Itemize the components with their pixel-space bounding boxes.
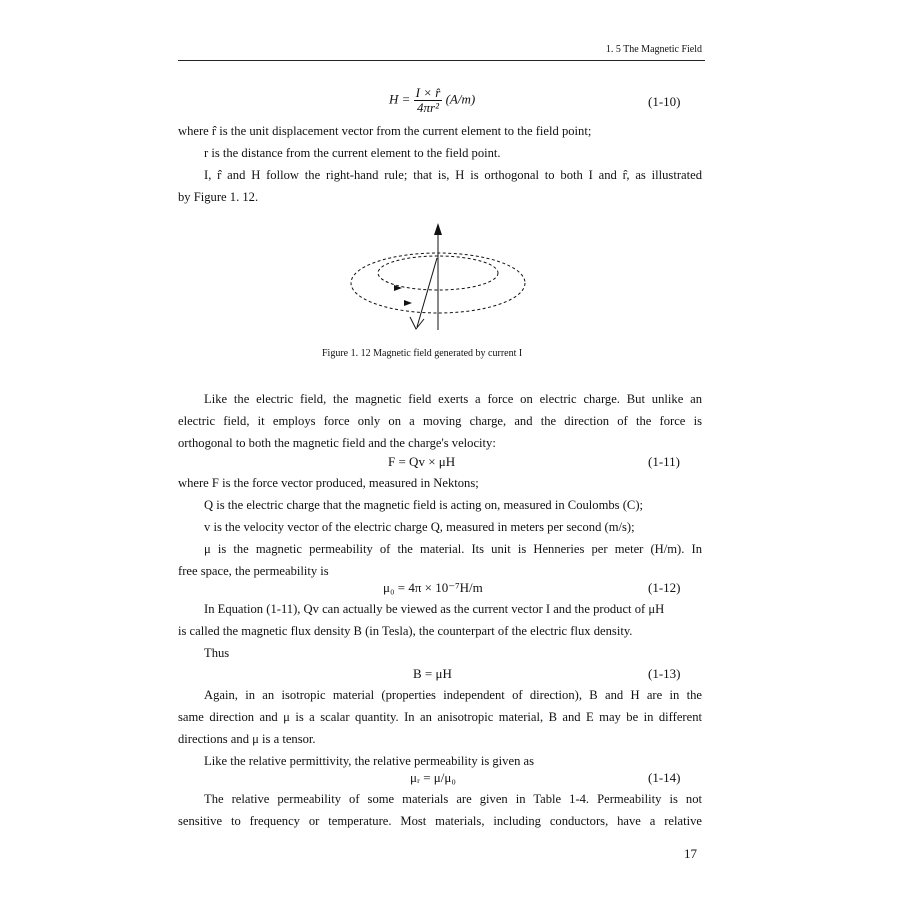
equation-number-1-12: (1-12)	[648, 580, 681, 595]
outer-loop-direction-marker	[404, 300, 412, 306]
equation-1-13: B = μH	[413, 666, 452, 681]
def-mu-line-1: μ is the magnetic permeability of the material. Its unit is Henneries per meter (H/m). In	[204, 542, 702, 556]
def-f: where F is the force vector produced, measured in Nektons;	[178, 476, 479, 490]
header-rule	[178, 60, 705, 61]
para2-line-3: Thus	[204, 646, 230, 660]
def-q: Q is the electric charge that the magnetic field is acting on, measured in Coulombs (C);	[204, 498, 644, 512]
equation-number-1-11: (1-11)	[648, 454, 681, 469]
equation-number-1-13: (1-13)	[648, 666, 681, 681]
equation-1-10	[389, 86, 475, 115]
r-hat-arrow-head	[410, 317, 424, 329]
figure-1-12	[340, 220, 540, 342]
page-number: 17	[684, 846, 697, 861]
para3-line-1: Again, in an isotropic material (properties independent of direction), B and H are in the	[204, 688, 702, 702]
para5-line-1: The relative permeability of some materials are given in Table 1-4. Permeability is not	[204, 792, 702, 806]
r-hat-vector	[417, 258, 437, 327]
para2-line-1: In Equation (1-11), Qv can actually be viewed as the current vector I and the product of μH	[204, 602, 665, 616]
def-mu-line-2: free space, the permeability is	[178, 564, 329, 578]
para1-line-2: electric field, it employs force only on a moving charge, and the direction of the force is	[178, 414, 702, 428]
magnetic-field-diagram	[351, 223, 525, 330]
para1-line-3: orthogonal to both the magnetic field and the charge's velocity:	[178, 436, 496, 450]
intro-line-1: where r̂ is the unit displacement vector from the current element to the field point;	[178, 124, 592, 138]
para2-line-2: is called the magnetic flux density B (in Tesla), the counterpart of the electric flux density.	[178, 624, 633, 638]
current-arrow-head	[434, 223, 442, 235]
para1-line-1: Like the electric field, the magnetic field exerts a force on electric charge. But unlike an	[204, 392, 702, 406]
para4-line-1: Like the relative permittivity, the relative permeability is given as	[204, 754, 535, 768]
equation-1-11: F = Qv × μH	[388, 454, 456, 469]
equation-number-1-10: (1-10)	[648, 94, 681, 109]
running-header: 1. 5 The Magnetic Field	[605, 44, 702, 55]
equation-number-1-14: (1-14)	[648, 770, 681, 785]
equation-1-12: μ₀ = 4π × 10⁻⁷H/m	[383, 580, 483, 595]
para3-line-3: directions and μ is a tensor.	[178, 732, 316, 746]
eq-1-10-numerator: I × r̂	[415, 85, 441, 100]
intro-line-3: I, r̂ and H follow the right-hand rule; that is, H is orthogonal to both I and r̂, as illustrated	[204, 168, 702, 182]
eq-1-10-denominator: 4πr²	[417, 100, 439, 115]
intro-line-4: by Figure 1. 12.	[178, 190, 259, 204]
eq-1-10-unit: (A/m)	[445, 91, 476, 107]
equation-1-14: μᵣ = μ/μ₀	[410, 770, 456, 785]
para5-line-2: sensitive to frequency or temperature. Most materials, including conductors, have a relative	[178, 814, 702, 828]
figure-caption: Figure 1. 12 Magnetic field generated by current I	[322, 348, 523, 359]
eq-1-10-fraction	[414, 86, 443, 115]
eq-1-10-lhs: H =	[389, 91, 411, 107]
intro-line-2: r is the distance from the current element to the field point.	[204, 146, 501, 160]
def-v: v is the velocity vector of the electric charge Q, measured in meters per second (m/s);	[204, 520, 635, 534]
para3-line-2: same direction and μ is a scalar quantity. In an anisotropic material, B and E may be in different	[178, 710, 702, 724]
